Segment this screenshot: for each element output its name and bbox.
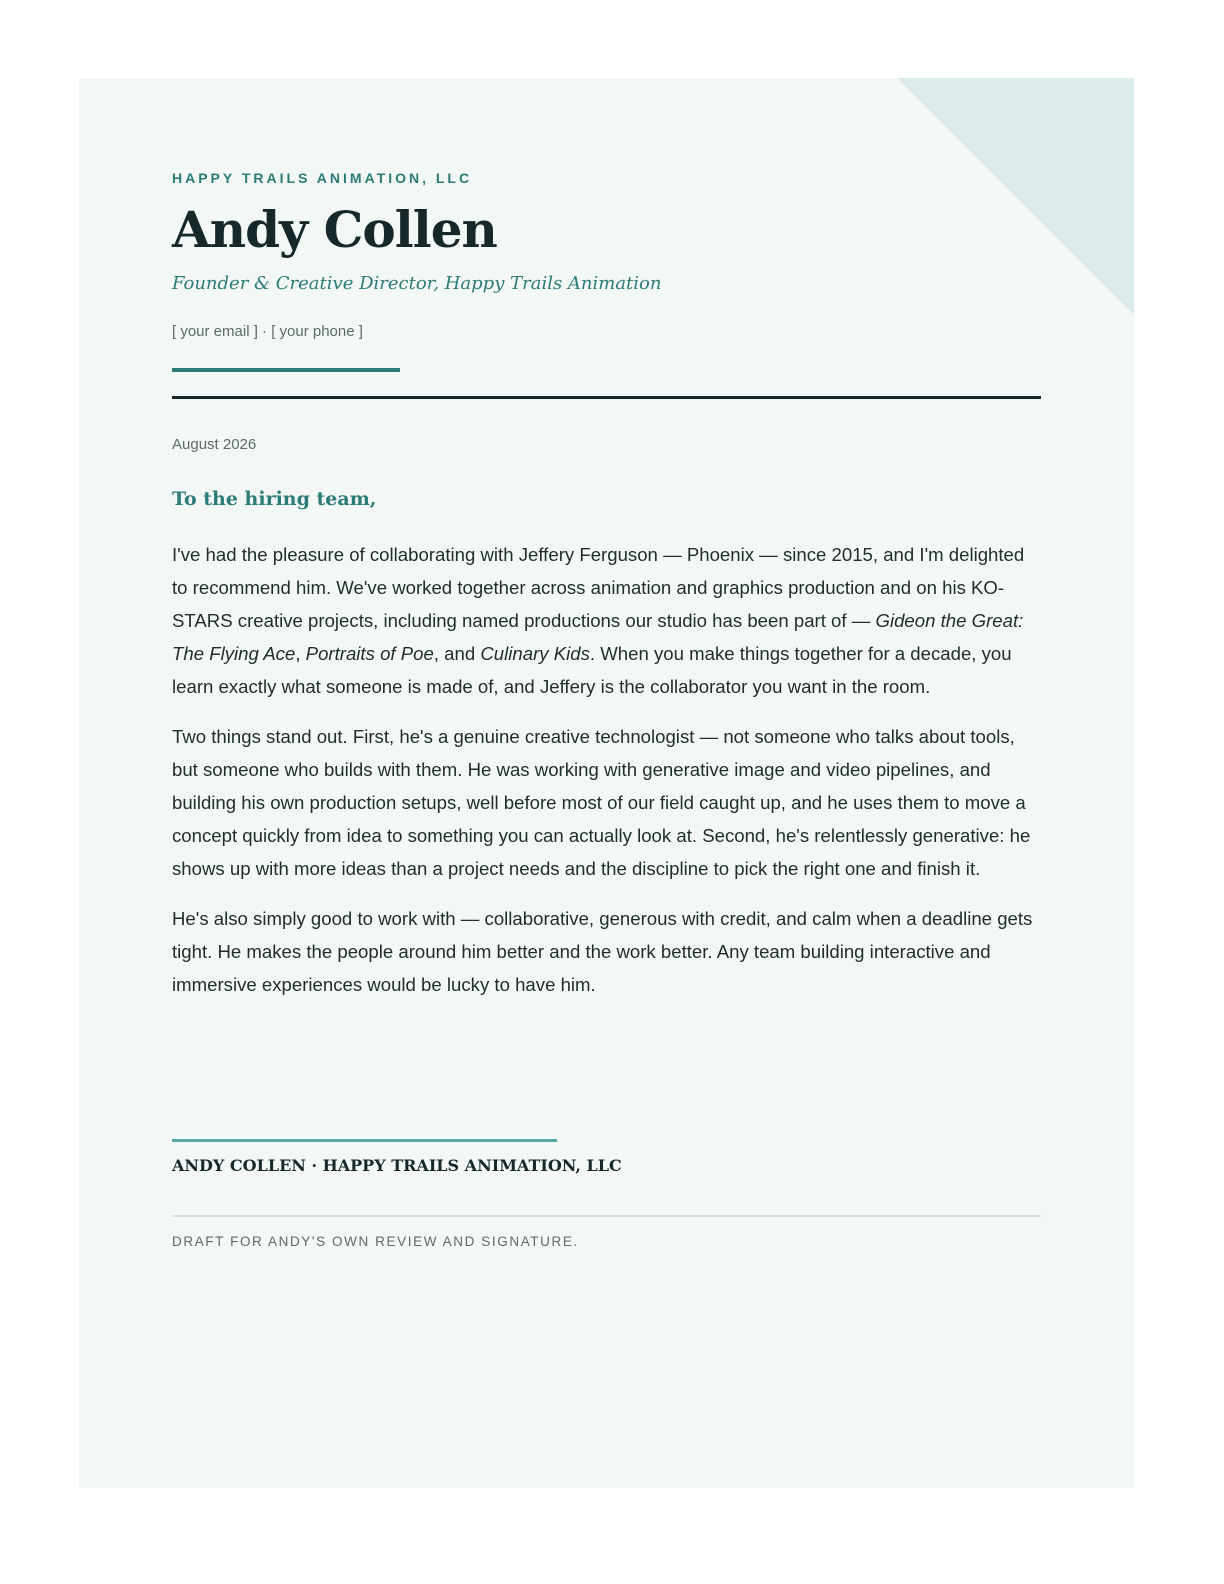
letter-page bbox=[79, 78, 1134, 1488]
accent-rule bbox=[172, 368, 400, 372]
footer-divider bbox=[172, 1215, 1041, 1217]
signature-block: ANDY COLLEN · HAPPY TRAILS ANIMATION, LLC bbox=[172, 1156, 622, 1175]
paragraph-3: He's also simply good to work with — collaborative, generous with credit, and calm when a deadline gets tight. He makes the people around him better and the work better. Any team building interactive and immersive experiences would be lucky to have him. bbox=[172, 908, 1033, 995]
production-title: Gideon the Great: The Flying Ace bbox=[172, 610, 1024, 664]
letter-date: August 2026 bbox=[172, 436, 257, 453]
sender-name: Andy Collen bbox=[172, 200, 497, 259]
production-title: Portraits of Poe bbox=[305, 643, 434, 664]
contact-line: [ your email ] · [ your phone ] bbox=[172, 323, 363, 340]
letter-body bbox=[172, 538, 1041, 1018]
sender-role: Founder & Creative Director, Happy Trails Animation bbox=[172, 273, 662, 294]
paragraph-1-intro: I've had the pleasure of collaborating with Jeffery Ferguson — Phoenix — since 2015, and I'm delighted to recommend him. We've worked together across animation and graphics production and on his KO-STARS creative projects, including named productions our studio has been part of — bbox=[172, 544, 1025, 631]
paragraph-1 bbox=[172, 538, 1041, 703]
paragraph-2: Two things stand out. First, he's a genuine creative technologist — not someone who talks about tools, but someone who builds with them. He was working with generative image and video pipelines, and building his own production setups, well before most of our field caught up, and he uses them to move a concept quickly from idea to something you can actually look at. Second, he's relentlessly generative: he shows up with more ideas than a project needs and the discipline to pick the right one and finish it. bbox=[172, 726, 1031, 879]
draft-note: DRAFT FOR ANDY'S OWN REVIEW AND SIGNATURE. bbox=[172, 1234, 579, 1249]
paragraph-1-outro: . When you make things together for a decade, you learn exactly what someone is made of, and Jeffery is the collaborator you want in the room. bbox=[172, 643, 1012, 697]
separator: , and bbox=[433, 643, 481, 664]
company-name: HAPPY TRAILS ANIMATION, LLC bbox=[172, 170, 473, 186]
salutation: To the hiring team, bbox=[172, 488, 377, 510]
separator: , bbox=[295, 643, 306, 664]
header-divider bbox=[172, 396, 1041, 399]
corner-decoration bbox=[897, 78, 1134, 315]
production-title: Culinary Kids bbox=[480, 643, 590, 664]
signature-line bbox=[172, 1139, 557, 1142]
